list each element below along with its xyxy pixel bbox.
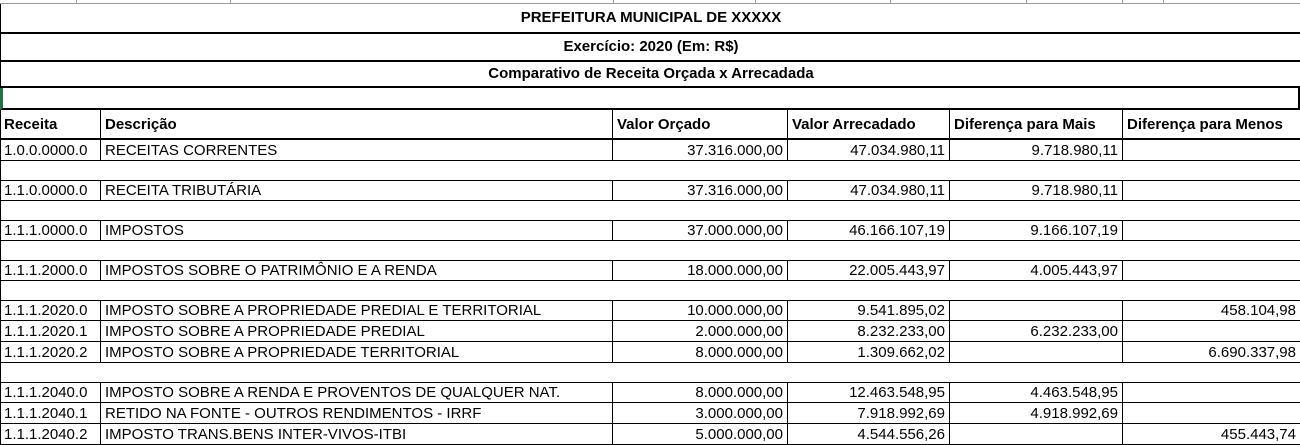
cell-valor-arrecadado[interactable]: 1.309.662,02 [788, 342, 950, 362]
cell-valor-orcado[interactable]: 18.000.000,00 [613, 261, 788, 280]
cell-descricao[interactable]: IMPOSTO SOBRE A PROPRIEDADE TERRITORIAL [101, 342, 613, 362]
cell-diferenca-para-menos[interactable] [1123, 321, 1300, 341]
cell-diferenca-para-menos[interactable]: 455.443,74 [1123, 424, 1300, 444]
column-gridline-tick [755, 0, 756, 3]
spacer-row [1, 363, 1300, 382]
cell-diferenca-para-mais[interactable]: 6.232.233,00 [950, 321, 1123, 341]
cell-valor-orcado[interactable]: 8.000.000,00 [613, 383, 788, 402]
column-header-receita[interactable]: Receita [1, 110, 101, 138]
cell-descricao[interactable]: IMPOSTOS SOBRE O PATRIMÔNIO E A RENDA [101, 261, 613, 280]
cell-receita-code[interactable]: 1.0.0.0000.0 [1, 140, 101, 160]
cell-descricao[interactable]: IMPOSTOS [101, 221, 613, 240]
cell-diferenca-para-mais[interactable] [950, 424, 1123, 444]
cell-valor-arrecadado[interactable]: 46.166.107,19 [788, 221, 950, 240]
cell-descricao[interactable]: IMPOSTO SOBRE A RENDA E PROVENTOS DE QUALQUER NAT. [101, 383, 613, 402]
cell-diferenca-para-menos[interactable] [1123, 261, 1300, 280]
spacer-row [1, 201, 1300, 220]
active-cell-row[interactable] [0, 88, 1300, 110]
cell-receita-code[interactable]: 1.1.1.2040.0 [1, 383, 101, 402]
cell-descricao[interactable]: IMPOSTO SOBRE A PROPRIEDADE PREDIAL [101, 321, 613, 341]
table-row [1, 403, 1300, 424]
column-gridline-tick [890, 0, 891, 3]
report-title: PREFEITURA MUNICIPAL DE XXXXX [0, 4, 1300, 34]
report-name: Comparativo de Receita Orçada x Arrecadada [0, 62, 1300, 88]
table-header-row [0, 110, 1300, 140]
cell-diferenca-para-mais[interactable] [950, 301, 1123, 320]
cell-receita-code[interactable]: 1.1.1.2020.2 [1, 342, 101, 362]
cell-diferenca-para-menos[interactable] [1123, 403, 1300, 423]
table-row [1, 300, 1300, 321]
cell-valor-orcado[interactable]: 37.316.000,00 [613, 140, 788, 160]
spacer-row [1, 241, 1300, 260]
cell-valor-orcado[interactable]: 37.000.000,00 [613, 221, 788, 240]
cell-diferenca-para-mais[interactable]: 4.918.992,69 [950, 403, 1123, 423]
cell-descricao[interactable]: IMPOSTO TRANS.BENS INTER-VIVOS-ITBI [101, 424, 613, 444]
cell-diferenca-para-menos[interactable]: 458.104,98 [1123, 301, 1300, 320]
column-gridline-tick [230, 0, 231, 3]
column-gridline-tick [76, 0, 77, 3]
cell-valor-arrecadado[interactable]: 9.541.895,02 [788, 301, 950, 320]
cell-receita-code[interactable]: 1.1.1.2020.0 [1, 301, 101, 320]
table-row [1, 220, 1300, 241]
column-header-descricao[interactable]: Descrição [101, 110, 613, 138]
table-row [1, 342, 1300, 363]
cell-valor-arrecadado[interactable]: 7.918.992,69 [788, 403, 950, 423]
spacer-row [1, 161, 1300, 180]
cell-diferenca-para-mais[interactable]: 4.463.548,95 [950, 383, 1123, 402]
cell-valor-orcado[interactable]: 3.000.000,00 [613, 403, 788, 423]
cell-valor-orcado[interactable]: 37.316.000,00 [613, 181, 788, 200]
cell-receita-code[interactable]: 1.1.1.2040.1 [1, 403, 101, 423]
cell-diferenca-para-mais[interactable]: 9.718.980,11 [950, 140, 1123, 160]
cell-receita-code[interactable]: 1.1.1.0000.0 [1, 221, 101, 240]
spacer-row [1, 281, 1300, 300]
cell-valor-arrecadado[interactable]: 12.463.548,95 [788, 383, 950, 402]
cell-diferenca-para-mais[interactable] [950, 342, 1123, 362]
cell-valor-arrecadado[interactable]: 47.034.980,11 [788, 181, 950, 200]
cell-diferenca-para-menos[interactable] [1123, 383, 1300, 402]
column-header-diferenca-mais[interactable]: Diferença para Mais [950, 110, 1123, 138]
report-subtitle: Exercício: 2020 (Em: R$) [0, 34, 1300, 62]
cell-valor-orcado[interactable]: 8.000.000,00 [613, 342, 788, 362]
column-header-valor-orcado[interactable]: Valor Orçado [613, 110, 788, 138]
cell-descricao[interactable]: RECEITA TRIBUTÁRIA [101, 181, 613, 200]
cell-valor-orcado[interactable]: 10.000.000,00 [613, 301, 788, 320]
cell-valor-arrecadado[interactable]: 4.544.556,26 [788, 424, 950, 444]
column-header-valor-arrecadado[interactable]: Valor Arrecadado [788, 110, 950, 138]
table-row [1, 140, 1300, 161]
cell-receita-code[interactable]: 1.1.1.2040.2 [1, 424, 101, 444]
cell-diferenca-para-mais[interactable]: 4.005.443,97 [950, 261, 1123, 280]
cell-diferenca-para-menos[interactable]: 6.690.337,98 [1123, 342, 1300, 362]
cell-receita-code[interactable]: 1.1.1.2020.1 [1, 321, 101, 341]
table-row [1, 382, 1300, 403]
cell-valor-orcado[interactable]: 5.000.000,00 [613, 424, 788, 444]
table-row [1, 260, 1300, 281]
cell-receita-code[interactable]: 1.1.0.0000.0 [1, 181, 101, 200]
cell-descricao[interactable]: RETIDO NA FONTE - OUTROS RENDIMENTOS - IRRF [101, 403, 613, 423]
column-gridline-tick [1026, 0, 1027, 3]
cell-diferenca-para-mais[interactable]: 9.166.107,19 [950, 221, 1123, 240]
column-gridline-tick [613, 0, 614, 3]
cell-valor-orcado[interactable]: 2.000.000,00 [613, 321, 788, 341]
cell-diferenca-para-menos[interactable] [1123, 181, 1300, 200]
cell-diferenca-para-menos[interactable] [1123, 221, 1300, 240]
table-body [0, 140, 1300, 445]
column-gridline-tick [1163, 0, 1164, 3]
cell-diferenca-para-mais[interactable]: 9.718.980,11 [950, 181, 1123, 200]
cell-valor-arrecadado[interactable]: 47.034.980,11 [788, 140, 950, 160]
table-row [1, 180, 1300, 201]
column-gridline-tick [1122, 0, 1123, 3]
cell-valor-arrecadado[interactable]: 8.232.233,00 [788, 321, 950, 341]
column-header-diferenca-menos[interactable]: Diferença para Menos [1123, 110, 1300, 138]
table-row [1, 424, 1300, 445]
cell-descricao[interactable]: RECEITAS CORRENTES [101, 140, 613, 160]
cell-receita-code[interactable]: 1.1.1.2000.0 [1, 261, 101, 280]
cell-valor-arrecadado[interactable]: 22.005.443,97 [788, 261, 950, 280]
cell-diferenca-para-menos[interactable] [1123, 140, 1300, 160]
table-row [1, 321, 1300, 342]
cell-descricao[interactable]: IMPOSTO SOBRE A PROPRIEDADE PREDIAL E TERRITORIAL [101, 301, 613, 320]
